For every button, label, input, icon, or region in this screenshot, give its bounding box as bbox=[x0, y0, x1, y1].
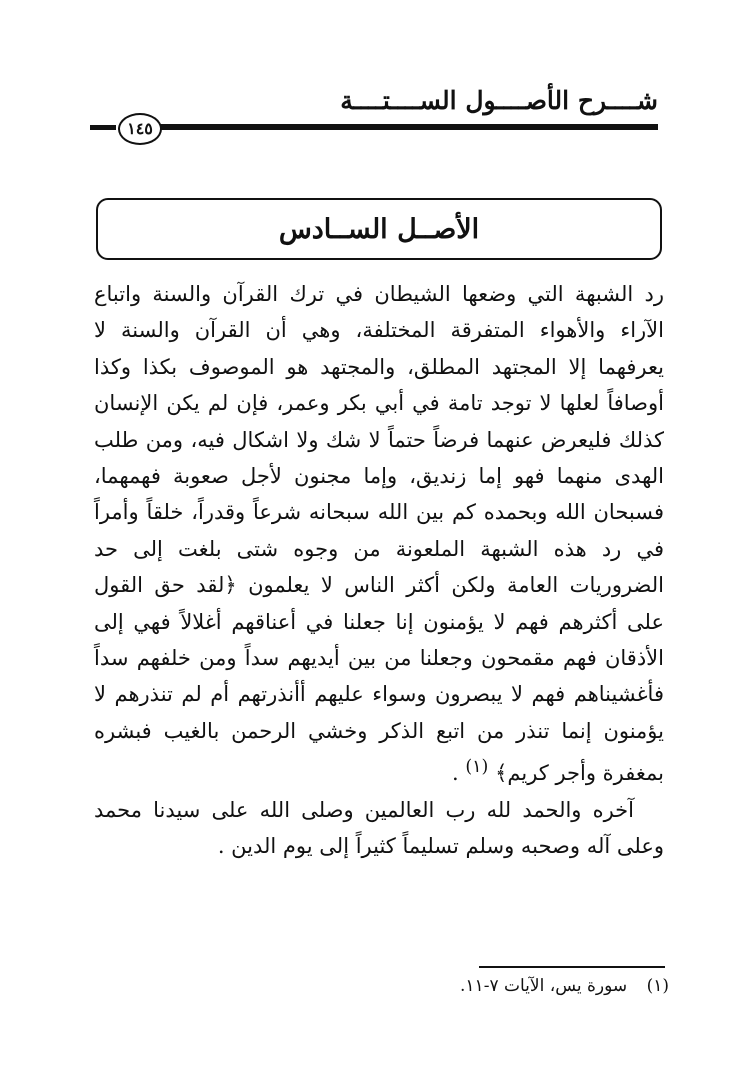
header-rule bbox=[158, 124, 658, 130]
section-heading-box bbox=[96, 198, 662, 260]
footnote-reference: (١) bbox=[465, 757, 489, 778]
book-title: شــــرح الأصــــول الســــتــــة bbox=[340, 86, 658, 115]
footnote-marker: (١) bbox=[646, 976, 669, 996]
footnote-separator bbox=[479, 966, 665, 968]
closing-paragraph: آخره والحمد لله رب العالمين وصلى الله على سيدنا محمد وعلى آله وصحبه وسلم تسليماً كثيراً إلى يوم الدين . bbox=[94, 797, 664, 859]
paragraph-text: رد الشبهة التي وضعها الشيطان في ترك القرآن والسنة واتباع الآراء والأهواء المتفرقة المختلفة، وهي أن القرآن والسنة لا يعرفهما إلا المجتهد المطلق، والمجتهد هو الموصوف بكذا وكذا أوصافاً لعلها لا توجد تامة في أبي بكر وعمر، فإن لم يكن الإنسان كذلك فليعرض عنهما فرضاً حتماً لا شك ولا اشكال فيه، ومن طلب الهدى منهما فهو إما زنديق، وإما مجنون لأجل صعوبة فهمهما، فسبحان الله وبحمده كم بين الله سبحانه شرعاً وقدراً، خلقاً وأمراً في رد هذه الشبهة الملعونة من وجوه شتى بلغت إلى حد الضروريات العامة ولكن أكثر الناس لا يعلمون ﴿لقد حق القول على أكثرهم فهم لا يؤمنون إنا جعلنا في أعناقهم أغلالاً فهي إلى الأذقان فهم مقمحون وجعلنا من بين أيديهم سداً ومن خلفهم سداً فأغشيناهم فهم لا يبصرون وسواء عليهم أأنذرتهم أم لم تنذرهم لا يؤمنون إنما تنذر من اتبع الذكر وخشي الرحمن بالغيب فبشره بمغفرة وأجر كريم﴾ bbox=[94, 282, 664, 786]
running-header bbox=[90, 84, 658, 154]
page-number: ١٤٥ bbox=[118, 113, 162, 145]
footnote bbox=[460, 976, 669, 996]
footnote-text: سورة يس، الآيات ٧-١١. bbox=[460, 976, 628, 996]
main-text bbox=[94, 276, 664, 865]
header-rule-left bbox=[90, 125, 116, 130]
section-title: الأصــل الســادس bbox=[278, 213, 480, 245]
paragraph: رد الشبهة التي وضعها الشيطان في ترك القرآن والسنة واتباع الآراء والأهواء المتفرقة المختلفة، وهي أن القرآن والسنة لا يعرفهما إلا المجتهد المطلق، والمجتهد هو الموصوف بكذا وكذا أوصافاً لعلها لا توجد تامة في أبي بكر وعمر، فإن لم يكن الإنسان كذلك فليعرض عنهما فرضاً حتماً لا شك ولا اشكال فيه، ومن طلب الهدى منهما فهو إما زنديق، وإما مجنون لأجل صعوبة فهمهما، فسبحان الله وبحمده كم بين الله سبحانه شرعاً وقدراً، خلقاً وأمراً في رد هذه الشبهة الملعونة من وجوه شتى بلغت إلى حد الضروريات العامة ولكن أكثر الناس لا يعلمون ﴿لقد حق القول على أكثرهم فهم لا يؤمنون إنا جعلنا في أعناقهم أغلالاً فهي إلى الأذقان فهم مقمحون وجعلنا من بين أيديهم سداً ومن خلفهم سداً فأغشيناهم فهم لا يبصرون وسواء عليهم أأنذرتهم أم لم تنذرهم لا يؤمنون إنما تنذر من اتبع الذكر وخشي الرحمن بالغيب فبشره بمغفرة وأجر كريم﴾ $^{(١)}$ . bbox=[94, 282, 664, 786]
